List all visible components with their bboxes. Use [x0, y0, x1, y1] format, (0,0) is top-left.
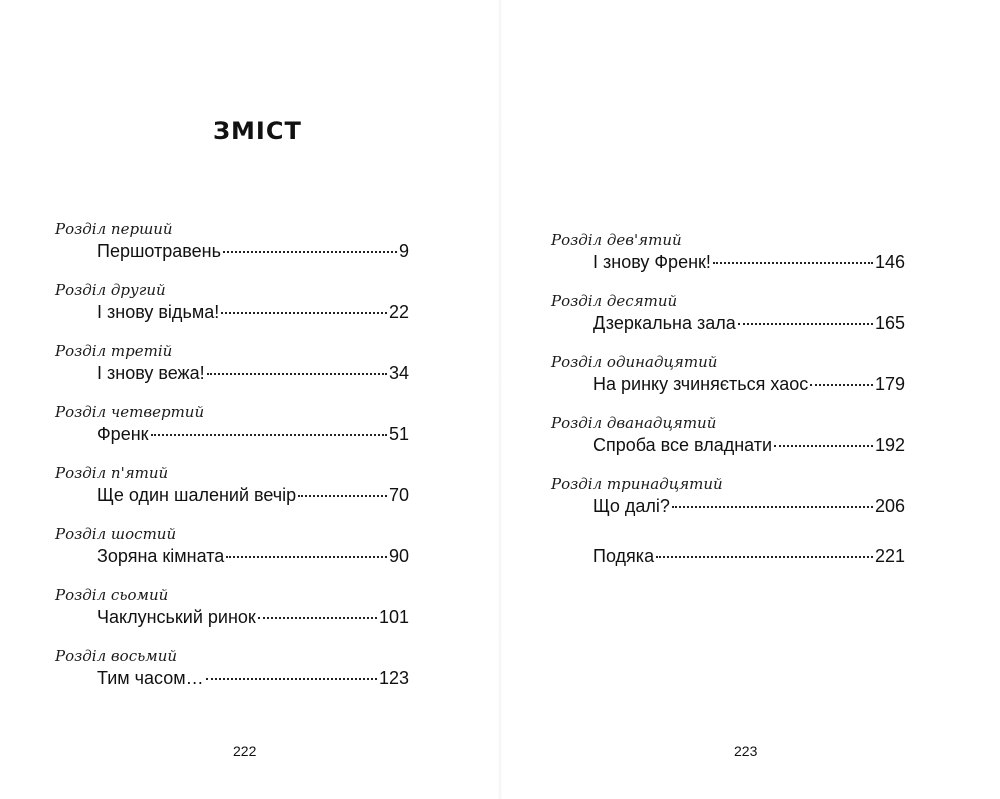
toc-entry[interactable] — [55, 464, 409, 525]
chapter-page-number: 34 — [388, 363, 409, 383]
toc-entry[interactable] — [55, 586, 409, 647]
chapter-title-line — [593, 374, 905, 395]
dot-leader — [206, 678, 377, 680]
left-page — [0, 0, 498, 799]
dot-leader — [774, 445, 873, 447]
toc-entry[interactable] — [551, 353, 905, 414]
chapter-title: І знову Френк! — [593, 252, 711, 272]
acknowledgements-title: Подяка — [593, 546, 655, 566]
chapter-page-number: 206 — [874, 496, 905, 516]
chapter-title: Тим часом… — [97, 668, 204, 688]
chapter-title-line — [97, 546, 409, 567]
dot-leader — [738, 323, 873, 325]
chapter-title-line — [97, 363, 409, 384]
chapter-label: Розділ дванадцятий — [551, 414, 717, 432]
toc-list-right — [551, 231, 905, 597]
chapter-page-number: 90 — [388, 546, 409, 566]
chapter-page-number: 123 — [378, 668, 409, 688]
chapter-title: Першотравень — [97, 241, 221, 261]
chapter-title-line — [97, 668, 409, 689]
chapter-label: Розділ четвертий — [55, 403, 205, 421]
dot-leader — [810, 384, 873, 386]
chapter-title-line — [593, 313, 905, 334]
toc-entry-acknowledgements[interactable] — [551, 536, 905, 597]
chapter-label: Розділ одинадцятий — [551, 353, 718, 371]
chapter-page-number: 179 — [874, 374, 905, 394]
dot-leader — [223, 251, 397, 253]
dot-leader — [298, 495, 387, 497]
chapter-title-line — [97, 424, 409, 445]
chapter-label: Розділ третій — [55, 342, 173, 360]
page-number-left: 222 — [233, 743, 257, 759]
toc-heading: ЗМІСТ — [213, 117, 302, 145]
chapter-title-line — [97, 485, 409, 506]
chapter-page-number: 165 — [874, 313, 905, 333]
chapter-title-line — [593, 252, 905, 273]
chapter-title: І знову вежа! — [97, 363, 205, 383]
chapter-title-line — [97, 607, 409, 628]
right-page — [502, 0, 1000, 799]
toc-entry[interactable] — [55, 220, 409, 281]
chapter-title: Чаклунський ринок — [97, 607, 256, 627]
dot-leader — [713, 262, 873, 264]
chapter-title: Ще один шалений вечір — [97, 485, 297, 505]
chapter-title-line — [97, 241, 409, 262]
toc-entry[interactable] — [551, 475, 905, 536]
dot-leader — [151, 434, 387, 436]
chapter-page-number: 22 — [388, 302, 409, 322]
chapter-page-number: 70 — [388, 485, 409, 505]
toc-entry[interactable] — [55, 281, 409, 342]
acknowledgements-page-number: 221 — [874, 546, 905, 566]
chapter-title: Що далі? — [593, 496, 670, 516]
chapter-label: Розділ шостий — [55, 525, 177, 543]
toc-list-left — [55, 220, 409, 708]
toc-entry[interactable] — [55, 647, 409, 708]
chapter-label: Розділ п'ятий — [55, 464, 169, 482]
chapter-title-line — [593, 435, 905, 456]
chapter-page-number: 9 — [398, 241, 409, 261]
dot-leader — [656, 556, 873, 558]
chapter-title: І знову відьма! — [97, 302, 220, 322]
toc-entry[interactable] — [55, 525, 409, 586]
dot-leader — [221, 312, 387, 314]
dot-leader — [207, 373, 387, 375]
chapter-page-number: 192 — [874, 435, 905, 455]
chapter-label: Розділ тринадцятий — [551, 475, 723, 493]
chapter-label: Розділ другий — [55, 281, 166, 299]
toc-entry[interactable] — [551, 231, 905, 292]
dot-leader — [226, 556, 387, 558]
toc-entry[interactable] — [55, 403, 409, 464]
chapter-page-number: 51 — [388, 424, 409, 444]
dot-leader — [672, 506, 873, 508]
chapter-page-number: 101 — [378, 607, 409, 627]
chapter-title: Дзеркальна зала — [593, 313, 736, 333]
chapter-label: Розділ восьмий — [55, 647, 178, 665]
chapter-title: Френк — [97, 424, 149, 444]
chapter-title: На ринку зчиняється хаос — [593, 374, 809, 394]
chapter-label: Розділ сьомий — [55, 586, 169, 604]
chapter-label: Розділ десятий — [551, 292, 678, 310]
chapter-label: Розділ перший — [55, 220, 173, 238]
toc-entry[interactable] — [551, 414, 905, 475]
chapter-label: Розділ дев'ятий — [551, 231, 682, 249]
dot-leader — [258, 617, 377, 619]
page-number-right: 223 — [734, 743, 758, 759]
chapter-title: Зоряна кімната — [97, 546, 225, 566]
chapter-title-line — [593, 496, 905, 517]
toc-entry[interactable] — [551, 292, 905, 353]
acknowledgements-line — [593, 546, 905, 567]
chapter-title: Спроба все владнати — [593, 435, 773, 455]
chapter-title-line — [97, 302, 409, 323]
toc-entry[interactable] — [55, 342, 409, 403]
chapter-page-number: 146 — [874, 252, 905, 272]
